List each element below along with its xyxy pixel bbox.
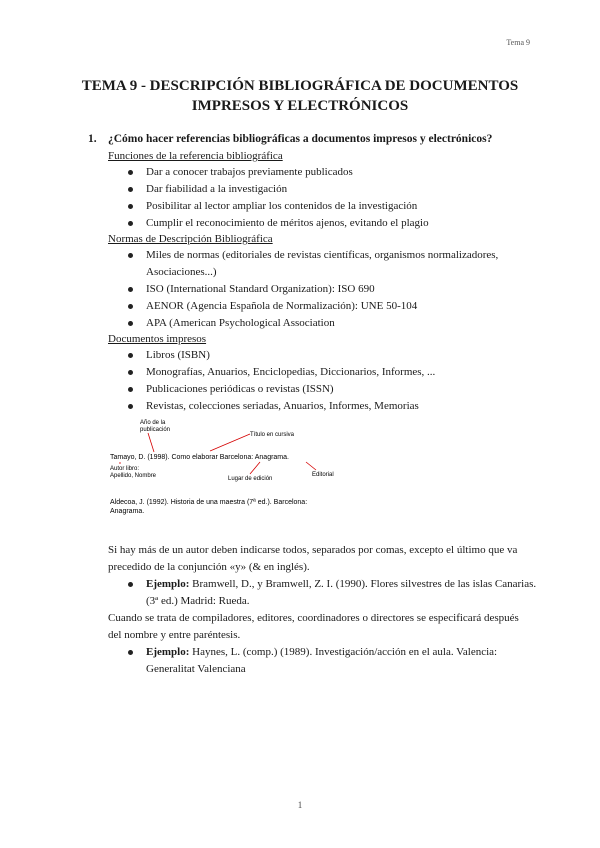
normas-list (128, 247, 508, 332)
funciones-list (128, 164, 508, 232)
page-number: 1 (297, 800, 303, 810)
diagram-label-author: Autor libro: (110, 466, 140, 472)
diagram-label-place: Lugar de edición (228, 476, 273, 482)
example-text: Haynes, L. (comp.) (1989). Investigación/acción en el aula. Valencia: Generalitat Valenciana (146, 646, 498, 675)
list-item: Miles de normas (editoriales de revistas científicas, organismos normalizadores, Asociaciones...) (128, 247, 508, 281)
list-item: ISO (International Standard Organization): ISO 690 (128, 281, 508, 298)
example-label: Ejemplo: (146, 646, 190, 658)
list-item: APA (American Psychological Association (128, 315, 508, 332)
citation-diagram (110, 418, 370, 518)
header-tag: Tema 9 (506, 38, 530, 47)
list-item: Dar a conocer trabajos previamente publicados (128, 164, 508, 181)
example-text: Bramwell, D., y Bramwell, Z. I. (1990). Flores silvestres de las islas Canarias. (3ª ed.) Madrid: Rueda. (146, 578, 537, 607)
list-item: Monografías, Anuarios, Enciclopedias, Diccionarios, Informes, ... (128, 364, 508, 381)
list-item: Cumplir el reconocimiento de méritos ajenos, evitando el plagio (128, 215, 508, 232)
section-number: 1. (88, 133, 97, 145)
section-heading (88, 133, 492, 145)
arrow-publisher (306, 462, 316, 470)
page-title-line-1: TEMA 9 - DESCRIPCIÓN BIBLIOGRÁFICA DE DOCUMENTOS (81, 78, 519, 94)
page-title (0, 76, 600, 116)
arrow-place (250, 462, 260, 474)
diagram-example2-line-2: Anagrama. (110, 508, 145, 515)
diagram-example-line: Tamayo, D. (1998). Como elaborar Barcelona: Anagrama. (110, 454, 289, 461)
diagram-label-title: Título en cursiva (250, 432, 295, 438)
diagram-label-year: Año de la (140, 420, 166, 426)
diagram-label-year-2: publicación (140, 427, 171, 433)
paragraph-multiple-authors: Si hay más de un autor deben indicarse todos, separados por comas, excepto el último que va precedido de la conjunción «y» (& en inglés). (108, 544, 518, 573)
list-item: AENOR (Agencia Española de Normalización): UNE 50-104 (128, 298, 508, 315)
impresos-heading: Documentos impresos (108, 333, 207, 345)
list-item: Publicaciones periódicas o revistas (ISSN) (128, 381, 508, 398)
diagram-example2-line-1: Aldecoa, J. (1992). Historia de una maestra (7ª ed.). Barcelona: (110, 499, 308, 506)
normas-heading: Normas de Descripción Bibliográfica (108, 233, 273, 245)
impresos-list (128, 347, 508, 415)
example-multiple-authors (128, 576, 546, 610)
example-label: Ejemplo: (146, 578, 190, 590)
arrow-title (210, 434, 250, 451)
diagram-label-author-2: Apellido, Nombre (110, 473, 157, 479)
list-item: Dar fiabilidad a la investigación (128, 181, 508, 198)
diagram-label-publisher: Editorial (312, 472, 334, 478)
arrow-year (148, 433, 154, 452)
example-compilers (128, 644, 546, 678)
list-item: Revistas, colecciones seriadas, Anuarios, Informes, Memorias (128, 398, 508, 415)
funciones-heading: Funciones de la referencia bibliográfica (108, 150, 283, 162)
section-heading-text: ¿Cómo hacer referencias bibliográficas a documentos impresos y electrónicos? (108, 133, 493, 145)
list-item: Posibilitar al lector ampliar los contenidos de la investigación (128, 198, 508, 215)
paragraph-compilers: Cuando se trata de compiladores, editores, coordinadores o directores se especificará después del nombre y entre paréntesis. (108, 612, 519, 641)
page-title-line-2: IMPRESOS Y ELECTRÓNICOS (191, 98, 409, 114)
list-item: Libros (ISBN) (128, 347, 508, 364)
